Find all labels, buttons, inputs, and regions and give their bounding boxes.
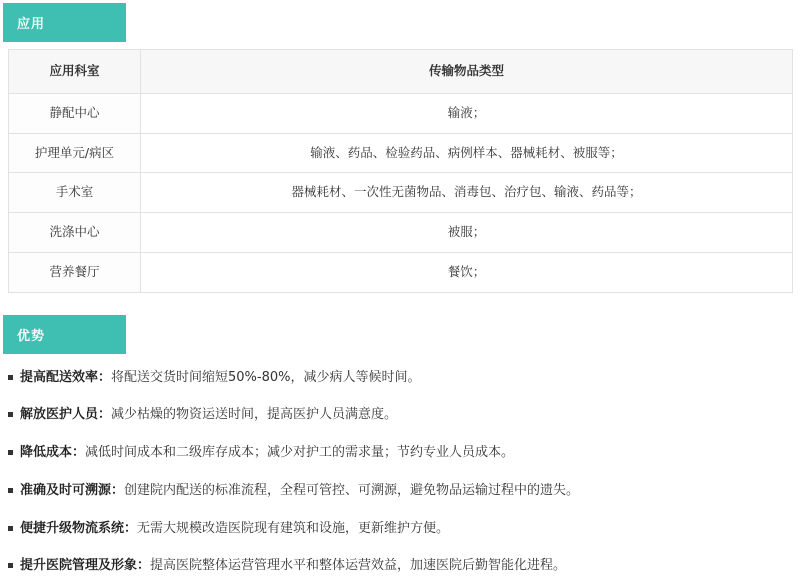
advantage-title: 便捷升级物流系统： — [20, 521, 137, 536]
table-row — [9, 213, 793, 253]
advantages-section — [0, 315, 806, 577]
advantage-title: 解放医护人员： — [20, 407, 111, 422]
table-body — [9, 93, 793, 292]
cell-items: 输液； — [141, 93, 793, 133]
application-table-wrap — [8, 49, 798, 293]
cell-items: 餐饮； — [141, 252, 793, 292]
cell-department: 护理单元/病区 — [9, 133, 141, 173]
advantage-title: 降低成本： — [20, 445, 85, 460]
advantage-text: 创建院内配送的标准流程，全程可管控、可溯源，避免物品运输过程中的遗失。 — [124, 483, 579, 498]
list-item — [8, 368, 796, 389]
advantage-title: 准确及时可溯源： — [20, 483, 124, 498]
cell-items: 器械耗材、一次性无菌物品、消毒包、治疗包、输液、药品等； — [141, 173, 793, 213]
table-header — [9, 50, 793, 94]
advantage-title: 提升医院管理及形象： — [20, 558, 150, 573]
table-row — [9, 133, 793, 173]
square-bullet-icon — [8, 488, 13, 493]
list-item — [8, 405, 796, 426]
section-heading-advantages: 优势 — [3, 315, 126, 354]
cell-department: 手术室 — [9, 173, 141, 213]
cell-department: 静配中心 — [9, 93, 141, 133]
square-bullet-icon — [8, 375, 13, 380]
advantage-text: 减低时间成本和二级库存成本；减少对护工的需求量；节约专业人员成本。 — [85, 445, 514, 460]
advantage-text: 将配送交货时间缩短50%-80%，减少病人等候时间。 — [111, 370, 420, 385]
list-item — [8, 519, 796, 540]
square-bullet-icon — [8, 450, 13, 455]
table-row — [9, 252, 793, 292]
list-item — [8, 481, 796, 502]
table-row — [9, 173, 793, 213]
square-bullet-icon — [8, 412, 13, 417]
cell-items: 被服； — [141, 213, 793, 253]
section-heading-application: 应用 — [3, 3, 126, 42]
advantage-text: 减少枯燥的物资运送时间，提高医护人员满意度。 — [111, 407, 397, 422]
cell-department: 营养餐厅 — [9, 252, 141, 292]
advantage-title: 提高配送效率： — [20, 370, 111, 385]
advantage-text: 提高医院整体运营管理水平和整体运营效益，加速医院后勤智能化进程。 — [150, 558, 566, 573]
section-spacer — [0, 293, 806, 315]
column-header-item-type: 传输物品类型 — [141, 50, 793, 94]
cell-items: 输液、药品、检验药品、病例样本、器械耗材、被服等； — [141, 133, 793, 173]
list-item — [8, 556, 796, 577]
application-table — [8, 49, 793, 293]
list-item — [8, 443, 796, 464]
cell-department: 洗涤中心 — [9, 213, 141, 253]
table-row — [9, 93, 793, 133]
advantages-list — [0, 368, 806, 577]
table-header-row — [9, 50, 793, 94]
advantage-text: 无需大规模改造医院现有建筑和设施，更新维护方便。 — [137, 521, 449, 536]
column-header-department: 应用科室 — [9, 50, 141, 94]
square-bullet-icon — [8, 563, 13, 568]
square-bullet-icon — [8, 526, 13, 531]
